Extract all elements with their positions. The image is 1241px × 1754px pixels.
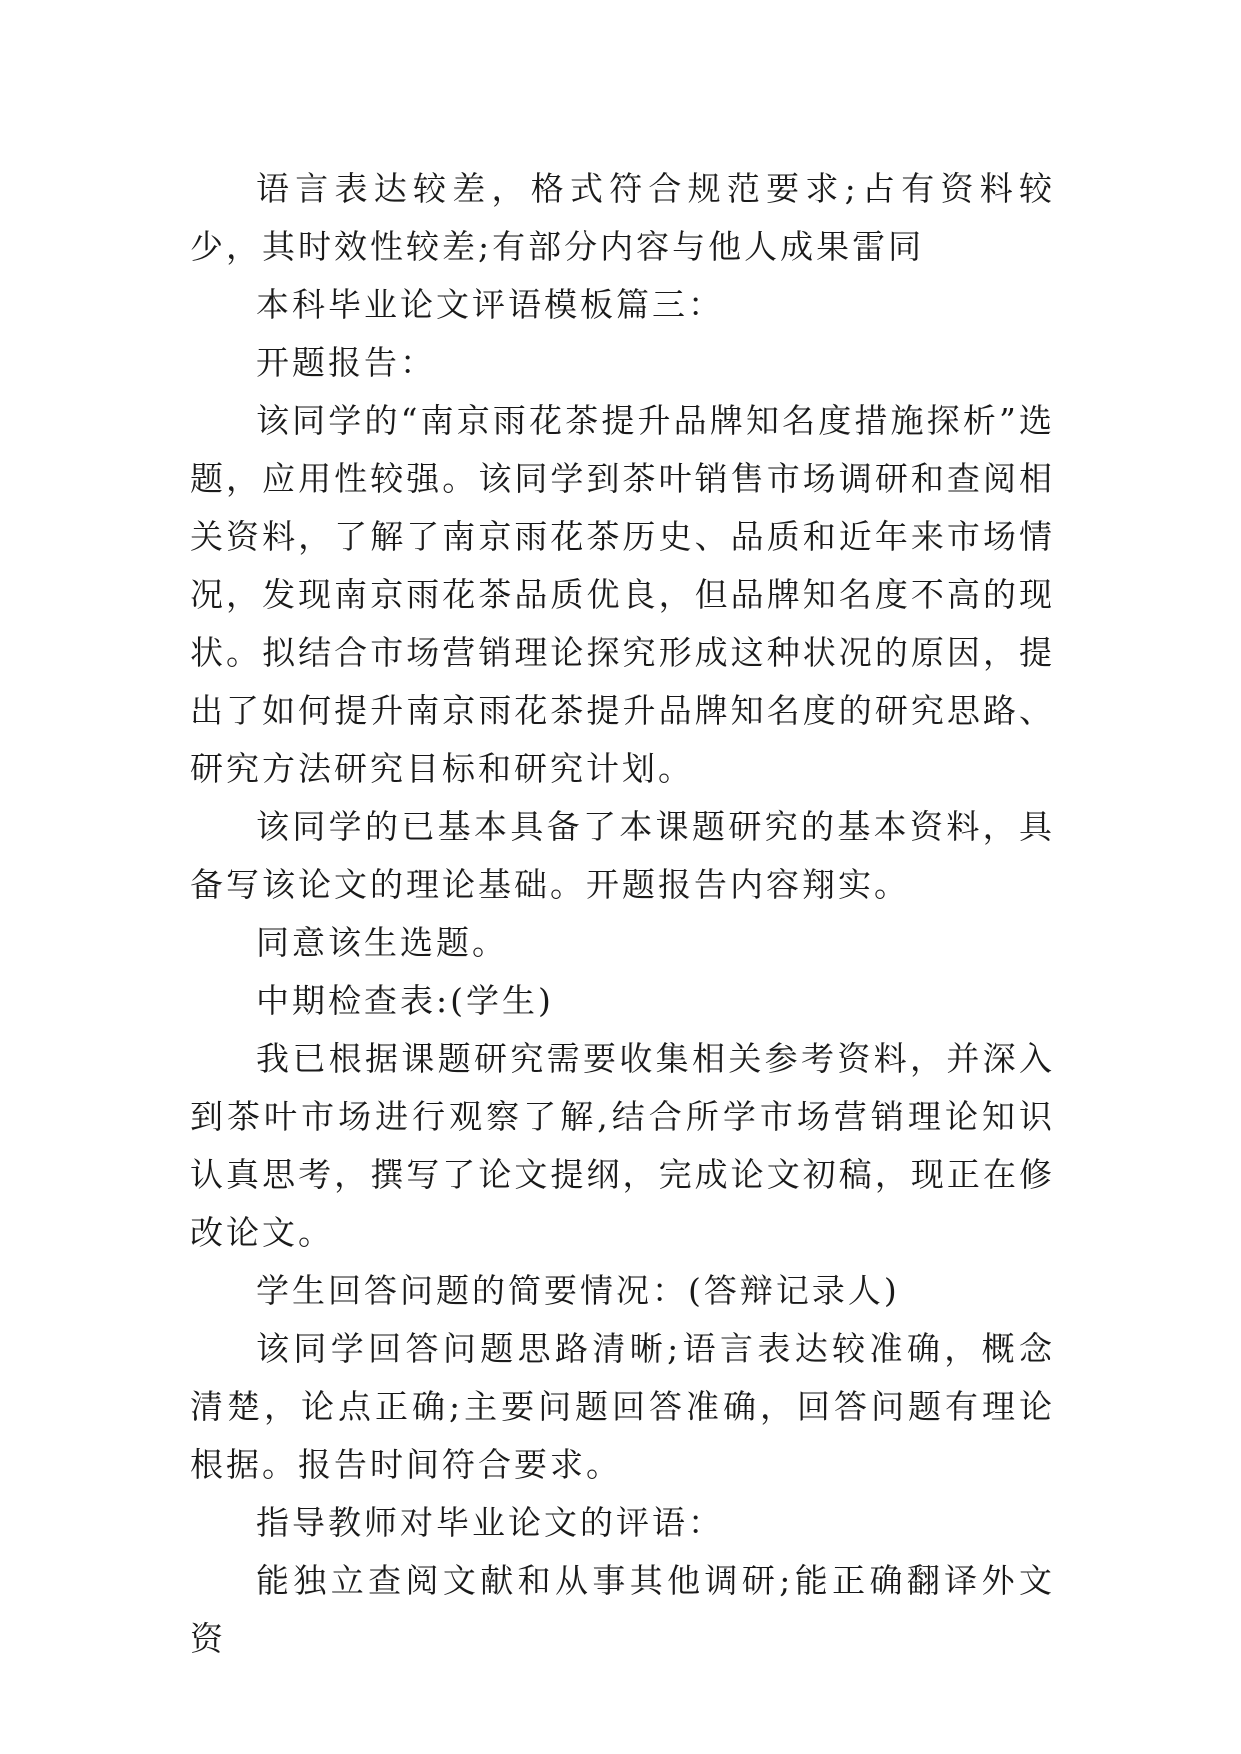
paragraph-defense-body: 该同学回答问题思路清晰;语言表达较准确，概念清楚，论点正确;主要问题回答准确，回答问题有理论根据。报告时间符合要求。 [190, 1329, 1055, 1484]
paragraph-conclusion-tail: 语言表达较差，格式符合规范要求;占有资料较少，其时效性较差;有部分内容与他人成果雷同 [190, 169, 1055, 266]
paragraph-opening-report-body: 该同学的“南京雨花茶提升品牌知名度措施探析”选题，应用性较强。该同学到茶叶销售市场调研和查阅相关资料，了解了南京雨花茶历史、品质和近年来市场情况，发现南京雨花茶品质优良，但品牌知名度不高的现状。拟结合市场营销理论探究形成这种状况的原因，提出了如何提升南京雨花茶提升品牌知名度的研究思路、研究方法研究目标和研究计划。 [190, 401, 1055, 788]
section-heading-template-3: 本科毕业论文评语模板篇三： [256, 285, 724, 324]
subheading-defense-answers: 学生回答问题的简要情况：(答辩记录人) [256, 1271, 900, 1310]
document-body [190, 160, 1055, 1668]
paragraph-midterm-body: 我已根据课题研究需要收集相关参考资料，并深入到茶叶市场进行观察了解,结合所学市场营销理论知识认真思考，撰写了论文提纲，完成论文初稿，现正在修改论文。 [190, 1039, 1055, 1252]
paragraph-advisor-body: 能独立查阅文献和从事其他调研;能正确翻译外文资 [190, 1561, 1055, 1658]
paragraph-opening-report-summary: 该同学的已基本具备了本课题研究的基本资料，具备写该论文的理论基础。开题报告内容翔实。 [190, 807, 1055, 904]
subheading-opening-report: 开题报告： [256, 343, 436, 382]
paragraph-approval: 同意该生选题。 [256, 923, 508, 962]
subheading-advisor-comments: 指导教师对毕业论文的评语： [256, 1503, 724, 1542]
subheading-midterm-check: 中期检查表:(学生) [256, 981, 554, 1020]
